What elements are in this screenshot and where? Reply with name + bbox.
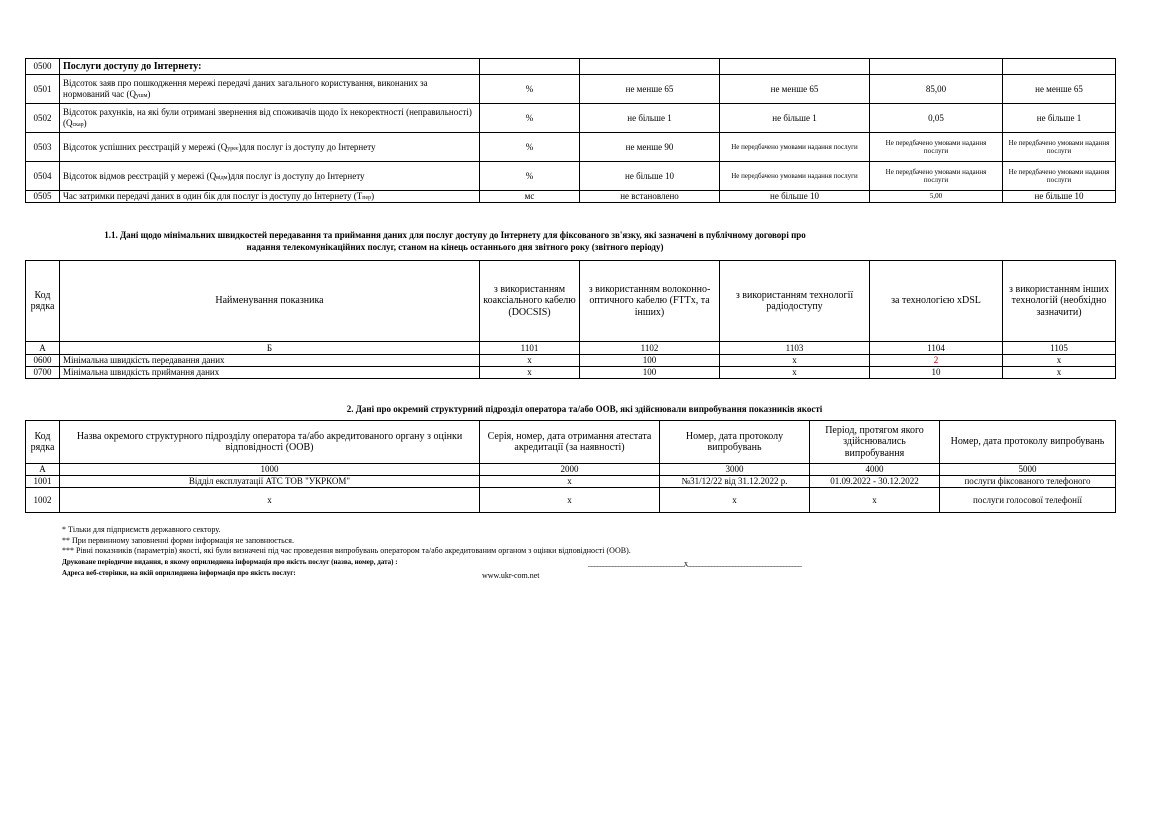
footnote: *** Рівні показників (параметрів) якості, які були визначені під час проведення випробувань оператором та/або акредитованим органом з оцінки відповідності (ООВ). [62, 546, 631, 555]
column-number: А [26, 342, 60, 355]
unit-cell: % [480, 162, 580, 191]
value-cell: Не передбачено умовами надання послуги [870, 133, 1003, 162]
cert-cell: x [480, 488, 660, 513]
value-cell: 85,00 [870, 75, 1003, 104]
value-cell: 100 [580, 355, 720, 367]
row-code: 0505 [26, 191, 60, 203]
min-speed-table [25, 260, 1116, 379]
section-heading-testing: 2. Дані про окремий структурний підрозділ оператора та/або ООВ, які здійснювали випробування показників якості [346, 404, 823, 414]
value-cell: 100 [580, 367, 720, 379]
column-number: Б [60, 342, 480, 355]
value-cell: не більше 1 [720, 104, 870, 133]
table-header-row [26, 421, 1116, 464]
norm-cell: не менше 90 [580, 133, 720, 162]
value-cell [720, 59, 870, 75]
row-name: Час затримки передачі даних в один бік для послуг із доступу до Інтернету (Tпер) [60, 191, 480, 203]
column-number: 1103 [720, 342, 870, 355]
table-row [26, 133, 1116, 162]
column-number: 3000 [660, 464, 810, 476]
column-number: А [26, 464, 60, 476]
web-address-value: www.ukr-com.net [482, 571, 540, 580]
table-row [26, 476, 1116, 488]
value-cell: Не передбачено умовами надання послуги [1003, 162, 1116, 191]
internet-quality-table [25, 58, 1116, 203]
row-code: 1001 [26, 476, 60, 488]
period-cell: 01.09.2022 - 30.12.2022 [810, 476, 940, 488]
table-row [26, 367, 1116, 379]
row-name: Послуги доступу до Інтернету: [60, 59, 480, 75]
value-cell: не більше 10 [720, 191, 870, 203]
value-cell: Не передбачено умовами надання послуги [720, 133, 870, 162]
testing-unit-table [25, 420, 1116, 513]
table-row [26, 162, 1116, 191]
value-cell: x [720, 355, 870, 367]
service-cell: послуги фіксованого телефоного [940, 476, 1116, 488]
table-header-row [26, 261, 1116, 342]
value-cell: не більше 10 [1003, 191, 1116, 203]
value-cell: не менше 65 [1003, 75, 1116, 104]
footnote: * Тільки для підприємств державного сектору. [62, 525, 221, 534]
web-address-label: Адреса веб-сторінки, на якій оприлюднена інформація про якість послуг: [62, 569, 296, 577]
column-header: Номер, дата протоколу випробувань [940, 421, 1116, 464]
printed-publication-value: ________________________________x______________________________________ [588, 559, 801, 568]
column-number: 4000 [810, 464, 940, 476]
row-code: 0600 [26, 355, 60, 367]
printed-publication-label: Друковане періодичне видання, в якому оприлюднена інформація про якість послуг (назва, номер, дата) : [62, 557, 398, 566]
unit-name: Відділ експлуатації АТС ТОВ "УКРКОМ" [60, 476, 480, 488]
column-number-row [26, 342, 1116, 355]
value-cell: x [480, 367, 580, 379]
column-number: 5000 [940, 464, 1116, 476]
column-header: з використанням інших технологій (необхідно зазначити) [1003, 261, 1116, 342]
row-name: Відсоток заяв про пошкодження мережі передачі даних загального користування, виконаних за нормований час (Qушм) [60, 75, 480, 104]
row-name: Відсоток рахунків, на які були отримані звернення від споживачів щодо їх некоректності (неправильності) (Qскар) [60, 104, 480, 133]
column-number: 1000 [60, 464, 480, 476]
value-cell: Не передбачено умовами надання послуги [1003, 133, 1116, 162]
unit-cell: мс [480, 191, 580, 203]
value-cell: не більше 1 [1003, 104, 1116, 133]
row-code: 0503 [26, 133, 60, 162]
table-row [26, 104, 1116, 133]
column-header: з використанням коаксіального кабелю (DOCSIS) [480, 261, 580, 342]
period-cell: x [810, 488, 940, 513]
column-number: 1105 [1003, 342, 1116, 355]
row-code: 1002 [26, 488, 60, 513]
section-heading-speeds [30, 229, 880, 253]
heading-line: 1.1. Дані щодо мінімальних швидкостей передавання та приймання даних для послуг доступу до Інтернету для фіксованого зв'язку, які зазначені в публічному договорі про [104, 230, 806, 240]
cert-cell: x [480, 476, 660, 488]
column-header: з використанням волоконно-оптичного кабелю (FTTx, та інших) [580, 261, 720, 342]
norm-cell [580, 59, 720, 75]
unit-cell: % [480, 75, 580, 104]
table-row [26, 488, 1116, 513]
unit-name: x [60, 488, 480, 513]
value-cell: не менше 65 [720, 75, 870, 104]
column-header: з використанням технології радіодоступу [720, 261, 870, 342]
row-code: 0504 [26, 162, 60, 191]
value-cell [870, 59, 1003, 75]
unit-cell: % [480, 133, 580, 162]
row-code: 0500 [26, 59, 60, 75]
value-cell: x [480, 355, 580, 367]
norm-cell: не менше 65 [580, 75, 720, 104]
table-row [26, 75, 1116, 104]
protocol-cell: x [660, 488, 810, 513]
table-row [26, 191, 1116, 203]
row-code: 0502 [26, 104, 60, 133]
column-header: Період, протягом якого здійснювались випробування [810, 421, 940, 464]
value-cell: x [1003, 355, 1116, 367]
column-number: 1101 [480, 342, 580, 355]
column-header: Номер, дата протоколу випробувань [660, 421, 810, 464]
column-number-row [26, 464, 1116, 476]
column-header: Код рядка [26, 261, 60, 342]
value-cell: 0,05 [870, 104, 1003, 133]
column-number: 1104 [870, 342, 1003, 355]
value-cell: Не передбачено умовами надання послуги [870, 162, 1003, 191]
footnotes [62, 525, 631, 579]
row-name: Мінімальна швидкість приймання даних [60, 367, 480, 379]
row-code: 0700 [26, 367, 60, 379]
column-header: Назва окремого структурного підрозділу оператора та/або акредитованого органу з оцінки відповідності (ООВ) [60, 421, 480, 464]
value-cell: x [720, 367, 870, 379]
column-header: Серія, номер, дата отримання атестата акредитації (за наявності) [480, 421, 660, 464]
row-code: 0501 [26, 75, 60, 104]
value-cell: 5,00 [870, 191, 1003, 203]
footnote: ** При первинному заповненні форми інформація не заповнюється. [62, 535, 294, 545]
norm-cell: не більше 10 [580, 162, 720, 191]
value-cell: x [1003, 367, 1116, 379]
column-header: Код рядка [26, 421, 60, 464]
value-cell: 2 [870, 355, 1003, 367]
column-header: за технологією xDSL [870, 261, 1003, 342]
value-cell: Не передбачено умовами надання послуги [720, 162, 870, 191]
heading-line: надання телекомунікаційних послуг, станом на кінець останнього дня звітного року (звітного періоду) [246, 242, 664, 253]
unit-cell: % [480, 104, 580, 133]
norm-cell: не встановлено [580, 191, 720, 203]
service-cell: послуги голосової телефонії [940, 488, 1116, 513]
column-number: 2000 [480, 464, 660, 476]
table-row [26, 355, 1116, 367]
column-header: Найменування показника [60, 261, 480, 342]
value-cell: 10 [870, 367, 1003, 379]
row-name: Відсоток відмов реєстрацій у мережі (Qвідм)для послуг із доступу до Інтернету [60, 162, 480, 191]
value-cell [1003, 59, 1116, 75]
row-name: Відсоток успішних реєстрацій у мережі (Qуреє)для послуг із доступу до Інтернету [60, 133, 480, 162]
column-number: 1102 [580, 342, 720, 355]
protocol-cell: №31/12/22 від 31.12.2022 р. [660, 476, 810, 488]
table-row [26, 59, 1116, 75]
norm-cell: не більше 1 [580, 104, 720, 133]
unit-cell [480, 59, 580, 75]
row-name: Мінімальна швидкість передавання даних [60, 355, 480, 367]
